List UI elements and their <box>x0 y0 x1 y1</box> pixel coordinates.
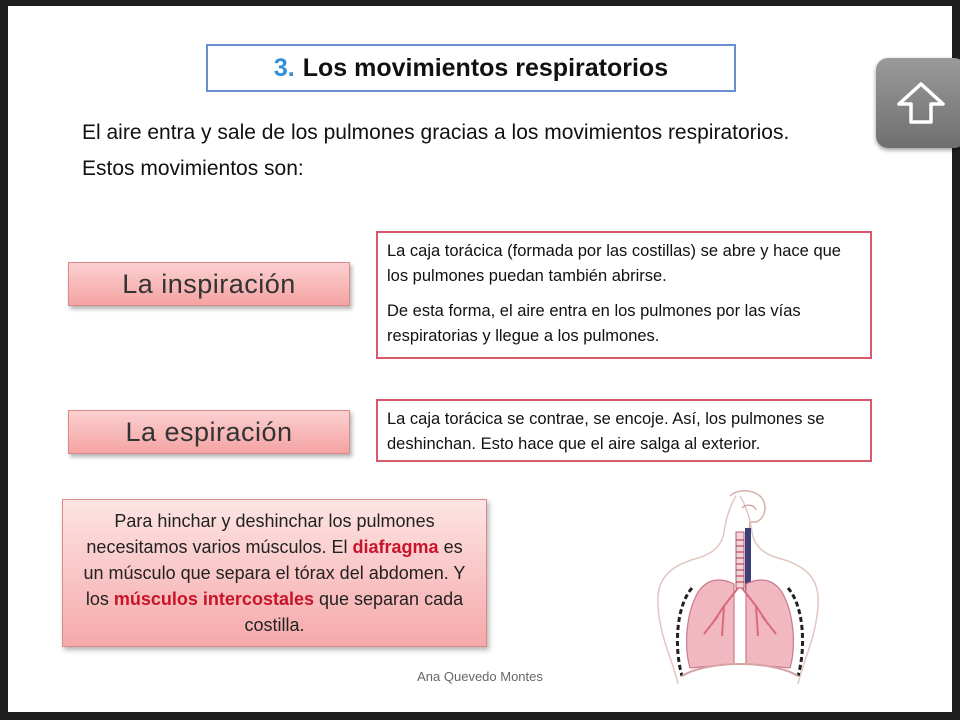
intro-line-1: El aire entra y sale de los pulmones gracias a los movimientos respiratorios. <box>82 121 790 144</box>
note-highlight-intercostales: músculos intercostales <box>113 589 314 609</box>
inspiracion-paragraph-2: De esta forma, el aire entra en los pulmones por las vías respiratorias y llegue a los pulmones. <box>387 302 801 345</box>
lungs-illustration <box>638 488 838 684</box>
inspiracion-paragraph-1: La caja torácica (formada por las costillas) se abre y hace que los pulmones puedan también abrirse. <box>387 242 841 285</box>
muscles-note <box>62 499 487 647</box>
footer-author: Ana Quevedo Montes <box>417 669 543 684</box>
note-text-2: es un músculo que separa el tórax del abdomen. Y los <box>83 537 466 609</box>
slide <box>8 6 952 712</box>
slide-title <box>206 44 736 92</box>
intro-line-2: Estos movimientos son: <box>82 157 304 180</box>
home-button[interactable] <box>876 58 960 148</box>
intro-text <box>82 120 848 182</box>
note-text-3: que separan cada costilla. <box>244 589 464 635</box>
espiracion-label: La espiración <box>68 410 350 454</box>
title-text: Los movimientos respiratorios <box>302 53 669 82</box>
inspiracion-label: La inspiración <box>68 262 350 306</box>
inspiracion-description <box>376 231 872 359</box>
title-number: 3. <box>273 53 295 82</box>
note-highlight-diafragma: diafragma <box>352 537 439 557</box>
note-text-1: Para hinchar y deshinchar los pulmones necesitamos varios músculos. El <box>86 511 435 557</box>
espiracion-paragraph-1: La caja torácica se contrae, se encoje. Así, los pulmones se deshinchan. Esto hace que el aire salga al exterior. <box>387 410 825 453</box>
espiracion-description <box>376 399 872 462</box>
home-up-arrow-icon <box>895 80 947 126</box>
